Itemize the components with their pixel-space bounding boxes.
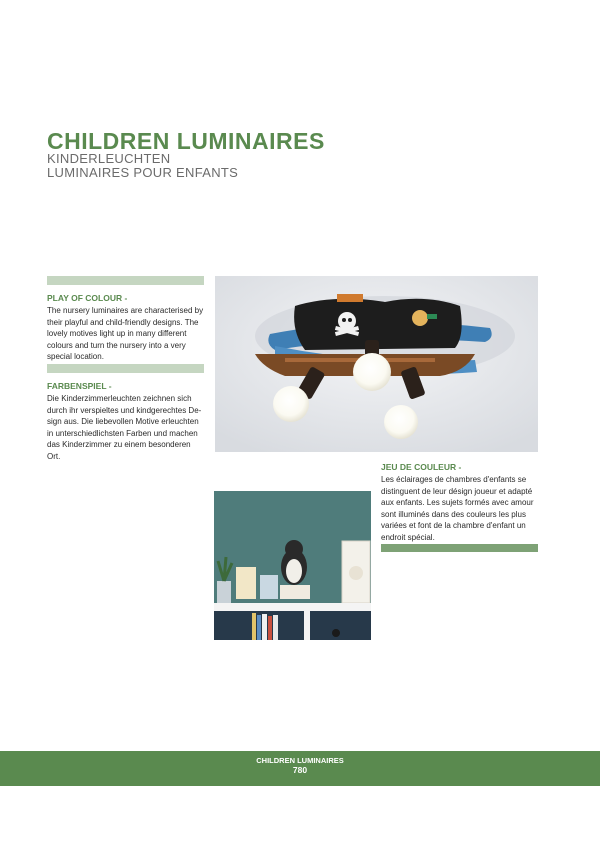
text-line: distinguent de leur désign joueur et adapté <box>381 486 533 496</box>
text-line: The nursery luminaires are characterised by <box>47 306 204 315</box>
text-line: variées et font de la chambre d'enfant un <box>381 521 526 530</box>
subtitle-fr: LUMINAIRES POUR ENFANTS <box>47 165 239 180</box>
text-line: sign aus. Die liebevollen Motive erleuchten <box>47 417 199 426</box>
section-text-fr <box>381 474 541 543</box>
footer-label: CHILDREN LUMINAIRES <box>256 756 344 765</box>
text-line: sont illuminés dans des couleurs les plus <box>381 509 526 519</box>
text-line: Die Kinderzimmerleuchten zeichnen sich <box>47 394 192 403</box>
section-heading-de: FARBENSPIEL - <box>47 381 112 391</box>
divider-bar-en <box>47 276 204 285</box>
text-line: their playful and child-friendly designs. The <box>47 317 199 327</box>
text-line: lovely motives light up in many different <box>47 329 187 338</box>
text-line: colours and turn the nursery into a very <box>47 340 186 350</box>
text-line: aux enfants. Les sujets formés avec amour <box>381 498 534 507</box>
text-line: in unterschiedlichsten Farben und machen <box>47 428 198 438</box>
nursery-photo <box>214 463 371 640</box>
page-number: 780 <box>292 765 308 775</box>
text-line: Ort. <box>47 451 61 461</box>
text-line: durch ihr verspieltes und kindgerechtes De- <box>47 405 202 415</box>
section-text-de <box>47 393 207 462</box>
pirate-lamp-photo <box>215 276 538 452</box>
section-heading-fr: JEU DE COULEUR - <box>381 462 462 472</box>
divider-bar-fr <box>381 544 538 552</box>
text-line: endroit spécial. <box>381 532 435 542</box>
divider-bar-de <box>47 364 204 373</box>
subtitle-de: KINDERLEUCHTEN <box>47 151 171 166</box>
page-title: CHILDREN LUMINAIRES <box>47 128 325 154</box>
section-heading-en: PLAY OF COLOUR - <box>47 293 128 303</box>
nursery-illustration <box>214 463 371 640</box>
text-line: special location. <box>47 352 104 361</box>
section-text-en <box>47 305 207 363</box>
pirate-lamp-illustration <box>215 276 538 452</box>
text-line: Les éclairages de chambres d'enfants se <box>381 475 527 484</box>
footer-bar <box>0 751 600 786</box>
text-line: das Kinderzimmer zu einem besonderen <box>47 440 191 449</box>
